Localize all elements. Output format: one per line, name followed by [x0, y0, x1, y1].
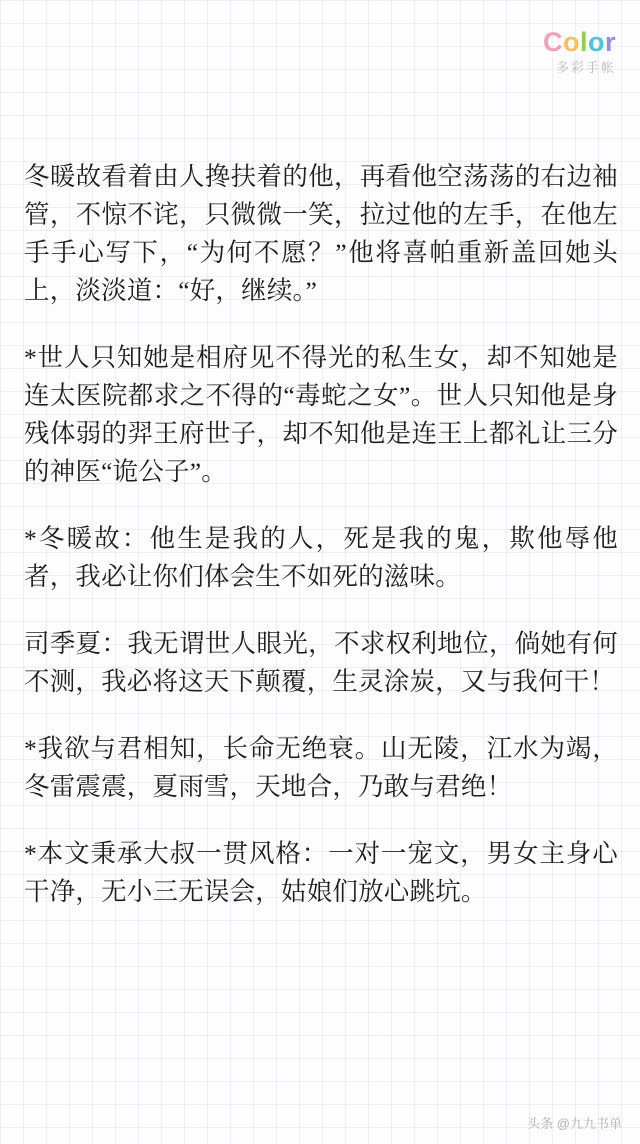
brand-subtitle: 多彩手帐	[555, 59, 616, 75]
note-body	[24, 158, 618, 911]
paragraph: *我欲与君相知，长命无绝衰。山无陵，江水为竭，冬雷震震，夏雨雪，天地合，乃敢与君绝！	[24, 734, 618, 801]
source-watermark	[527, 1113, 622, 1132]
brand-wordmark	[543, 28, 616, 58]
brand-letter-4: o	[587, 27, 605, 57]
color-app-logo	[543, 28, 616, 75]
source-label: 头条 @九九书单	[527, 1116, 622, 1131]
paragraph: 冬暖故看着由人搀扶着的他，再看他空荡荡的右边袖管，不惊不诧，只微微一笑，拉过他的左手，在他左手手心写下，“为何不愿？”他将喜帕重新盖回她头上，淡淡道：“好，继续。”	[24, 162, 618, 305]
paragraph: *本文秉承大叔一贯风格：一对一宠文，男女主身心干净，无小三无误会，姑娘们放心跳坑。	[24, 839, 618, 906]
paragraph: 司季夏：我无谓世人眼光，不求权利地位，倘她有何不测，我必将这天下颠覆，生灵涂炭，又与我何干！	[24, 629, 618, 696]
brand-letter-3: l	[579, 27, 588, 57]
paragraph: *世人只知她是相府见不得光的私生女，却不知她是连太医院都求之不得的“毒蛇之女”。世人只知他是身残体弱的羿王府世子，却不知他是连王上都礼让三分的神医“诡公子”。	[24, 343, 618, 486]
brand-letter-5: r	[604, 27, 616, 57]
brand-letter-2: o	[562, 27, 580, 57]
paragraph: *冬暖故：他生是我的人，死是我的鬼，欺他辱他者，我必让你们体会生不如死的滋味。	[24, 524, 618, 591]
brand-letter-1: C	[542, 27, 563, 57]
